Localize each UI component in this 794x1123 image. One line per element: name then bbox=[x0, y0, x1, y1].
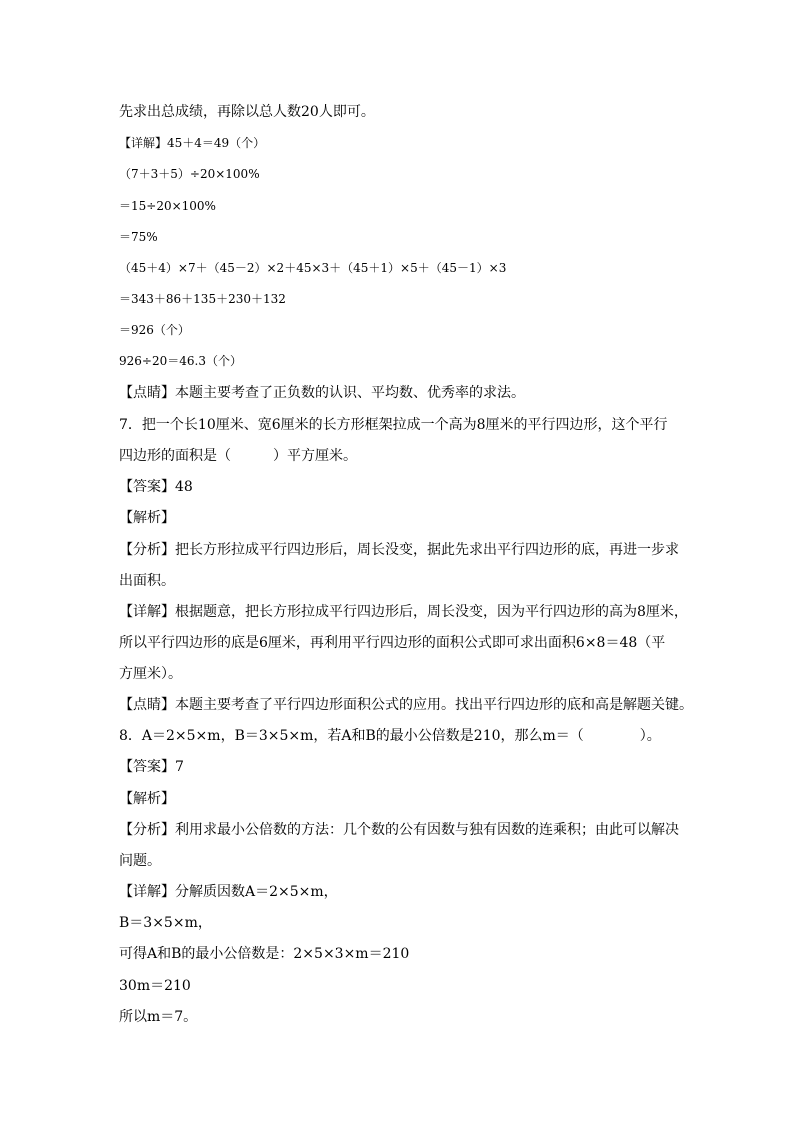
text-line: 先求出总成绩，再除以总人数20人即可。 bbox=[119, 104, 375, 120]
text-line: 【点睛】本题主要考查了正负数的认识、平均数、优秀率的求法。 bbox=[119, 385, 525, 401]
text-line: ＝343＋86＋135＋230＋132 bbox=[119, 292, 286, 306]
text-line: B＝3×5×m， bbox=[119, 915, 212, 931]
text-line: 【点睛】本题主要考查了平行四边形面积公式的应用。找出平行四边形的底和高是解题关键。 bbox=[119, 697, 693, 713]
analysis-label: 【解析】 bbox=[119, 510, 175, 526]
text-line: 30m＝210 bbox=[119, 978, 191, 994]
text-line: 方厘米）。 bbox=[119, 666, 182, 682]
text-line: ＝926（个） bbox=[119, 323, 190, 337]
text-line: 所以平行四边形的底是6厘米，再利用平行四边形的面积公式即可求出面积6×8＝48（平 bbox=[119, 635, 666, 651]
text-line: ＝75% bbox=[119, 230, 158, 244]
text-line: 所以m＝7。 bbox=[119, 1009, 198, 1025]
text-line: （45＋4）×7＋（45－2）×2＋45×3＋（45＋1）×5＋（45－1）×3 bbox=[119, 261, 507, 275]
text-line: 问题。 bbox=[119, 853, 161, 869]
text-line: 四边形的面积是（ ）平方厘米。 bbox=[119, 448, 357, 464]
text-line: 【详解】根据题意，把长方形拉成平行四边形后，周长没变，因为平行四边形的高为8厘米， bbox=[119, 604, 688, 620]
analysis-label: 【解析】 bbox=[119, 791, 175, 807]
answer-label: 【答案】7 bbox=[119, 759, 184, 775]
text-line: 出面积。 bbox=[119, 573, 175, 589]
text-line: 926÷20＝46.3（个） bbox=[119, 354, 242, 368]
question-7: 7．把一个长10厘米、宽6厘米的长方形框架拉成一个高为8厘米的平行四边形，这个平行 bbox=[119, 417, 668, 433]
text-line: 【分析】利用求最小公倍数的方法：几个数的公有因数与独有因数的连乘积；由此可以解决 bbox=[119, 822, 679, 838]
text-line: （7＋3＋5）÷20×100% bbox=[119, 167, 260, 181]
text-line: 【详解】分解质因数A＝2×5×m， bbox=[119, 884, 338, 900]
text-line: 【详解】45＋4＝49（个） bbox=[119, 136, 266, 150]
answer-label: 【答案】48 bbox=[119, 479, 193, 495]
text-line: 【分析】把长方形拉成平行四边形后，周长没变，据此先求出平行四边形的底，再进一步求 bbox=[119, 542, 679, 558]
text-line: ＝15÷20×100% bbox=[119, 199, 216, 213]
question-8: 8．A＝2×5×m，B＝3×5×m，若A和B的最小公倍数是210，那么m＝（ ）。 bbox=[119, 728, 661, 744]
text-line: 可得A和B的最小公倍数是：2×5×3×m＝210 bbox=[119, 946, 410, 962]
